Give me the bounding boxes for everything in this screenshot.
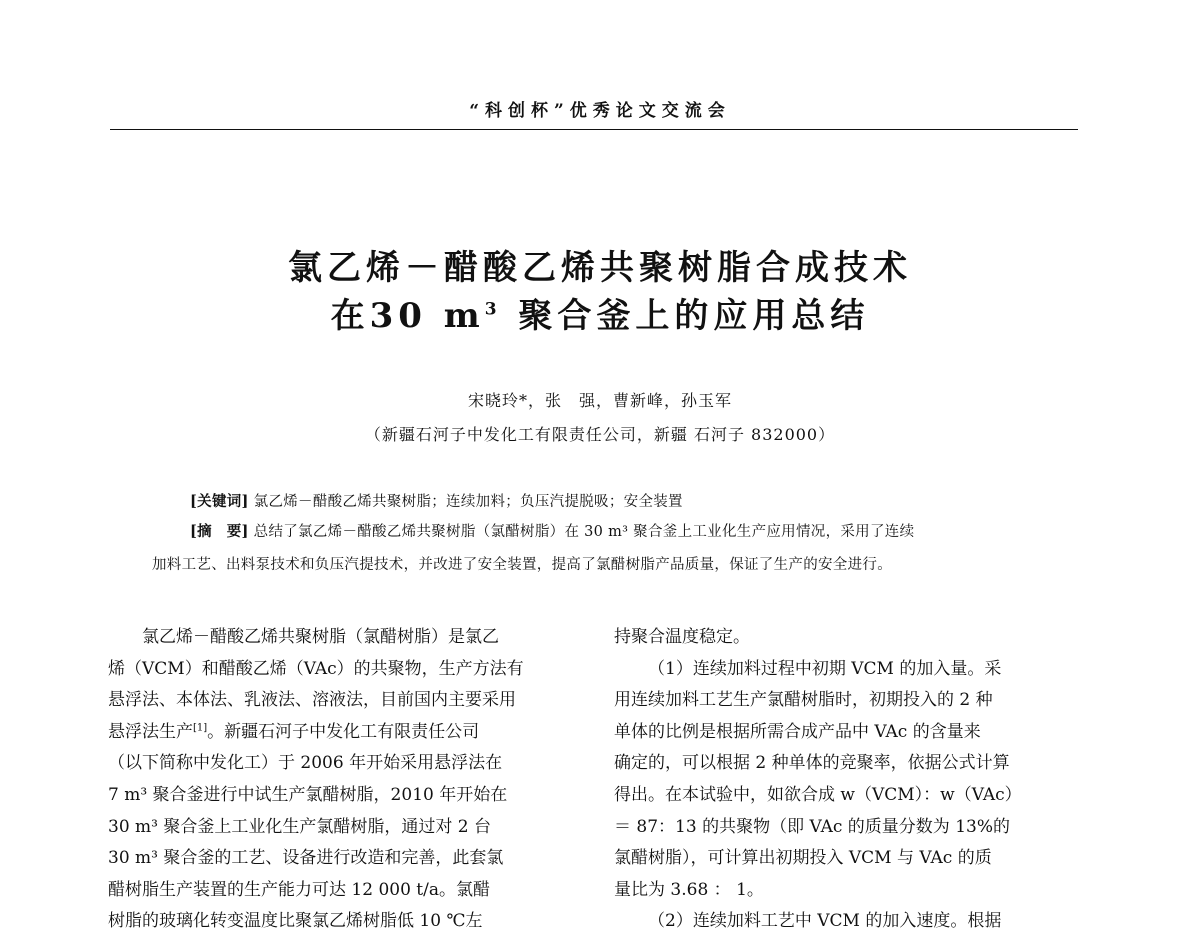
body-line: 氯乙烯－醋酸乙烯共聚树脂（氯醋树脂）是氯乙 <box>142 627 499 647</box>
body-line: ＝ 87：13 的共聚物（即 VAc 的质量分数为 13%的 <box>614 816 1010 837</box>
affiliation: （新疆石河子中发化工有限责任公司，新疆 石河子 832000） <box>364 425 836 444</box>
body-line <box>108 717 572 749</box>
body-line: （以下简称中发化工）于 2006 年开始采用悬浮法在 <box>108 753 503 774</box>
keywords-text: 氯乙烯－醋酸乙烯共聚树脂；连续加料；负压汽提脱吸；安全装置 <box>248 494 683 510</box>
keywords-label: [关键词] <box>190 493 249 510</box>
body-line: 悬浮法、本体法、乳液法、溶液法，目前国内主要采用 <box>108 690 516 711</box>
body-line: 得出。在本试验中，如欲合成 w（VCM）：w（VAc） <box>614 784 1022 805</box>
body-line: 醋树脂生产装置的生产能力可达 12 000 t/a。氯醋 <box>108 879 490 900</box>
body-line: 单体的比例是根据所需合成产品中 VAc 的含量来 <box>614 721 981 742</box>
paper-title-line-1: 氯乙烯－醋酸乙烯共聚树脂合成技术 <box>288 248 912 288</box>
body-line: （1）连续加料过程中初期 VCM 的加入量。采 <box>648 658 1002 679</box>
running-header: “科创杯”优秀论文交流会 <box>469 101 731 121</box>
abstract-text-1: 总结了氯乙烯－醋酸乙烯共聚树脂（氯醋树脂）在 30 m³ 聚合釜上工业化生产应用情况，采用了连续 <box>248 524 915 540</box>
header-rule <box>110 129 1078 130</box>
body-line: 30 m³ 聚合釜上工业化生产氯醋树脂，通过对 2 台 <box>108 816 491 837</box>
title-line-2-end: 聚合釜上的应用总结 <box>501 296 870 336</box>
abstract-line-2: 加料工艺、出料泵技术和负压汽提技术，并改进了安全装置，提高了氯醋树脂产品质量，保证了生产的安全进行。 <box>152 557 892 573</box>
body-line: 树脂的玻璃化转变温度比聚氯乙烯树脂低 10 ℃左 <box>108 911 483 932</box>
title-line-2-start: 在30 m <box>330 296 485 336</box>
body-line: 持聚合温度稳定。 <box>614 627 750 647</box>
body-line: 量比为 3.68 ： 1。 <box>614 879 764 900</box>
body-line: 烯（VCM）和醋酸乙烯（VAc）的共聚物，生产方法有 <box>108 658 524 679</box>
abstract-line-1 <box>190 520 914 541</box>
authors: 宋晓玲*，张 强，曹新峰，孙玉军 <box>467 391 732 410</box>
body-line: 确定的，可以根据 2 种单体的竞聚率，依据公式计算 <box>614 753 1010 774</box>
body-line: （2）连续加料工艺中 VCM 的加入速度。根据 <box>648 911 1002 932</box>
body-line: 30 m³ 聚合釜的工艺、设备进行改造和完善，此套氯 <box>108 848 504 869</box>
body-column-left <box>108 622 572 938</box>
body-column-right <box>614 622 1078 938</box>
body-text: 悬浮法生产 <box>108 721 193 742</box>
body-line: 用连续加料工艺生产氯醋树脂时，初期投入的 2 种 <box>614 690 993 711</box>
keywords <box>190 490 683 511</box>
abstract-label: [摘 要] <box>190 523 249 540</box>
title-superscript: 3 <box>484 299 502 320</box>
paper-title-line-2 <box>0 288 1200 337</box>
body-line: 氯醋树脂），可计算出初期投入 VCM 与 VAc 的质 <box>614 848 992 869</box>
body-line: 7 m³ 聚合釜进行中试生产氯醋树脂，2010 年开始在 <box>108 784 508 805</box>
citation-ref: [1] <box>193 722 208 734</box>
body-text: 。新疆石河子中发化工有限责任公司 <box>207 721 480 742</box>
